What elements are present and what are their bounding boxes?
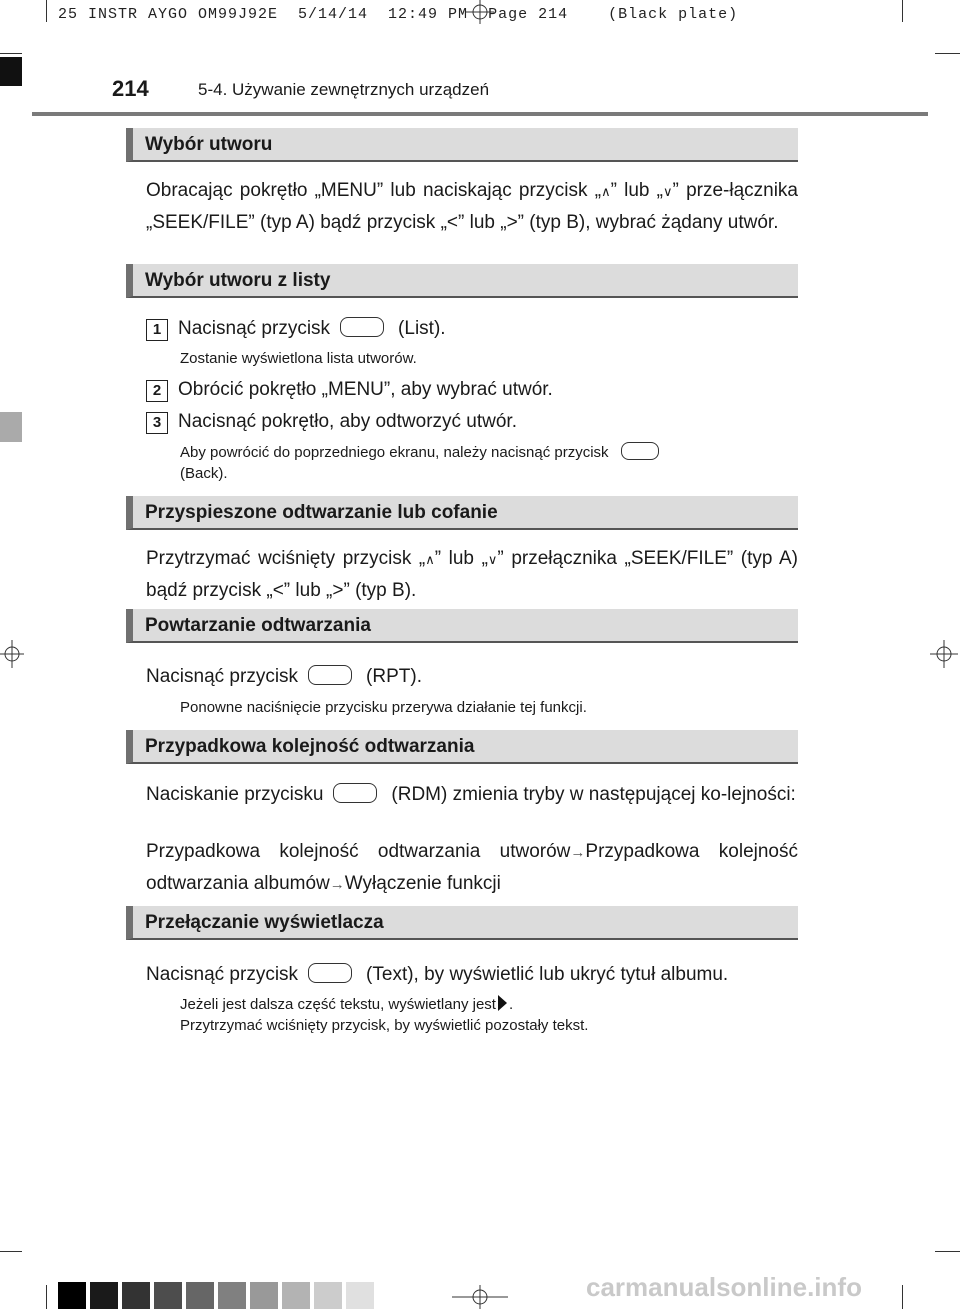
registration-mark-right (930, 640, 958, 668)
crop-mark (935, 53, 960, 54)
chevron-down-icon: ∨ (663, 184, 673, 199)
step-3-text: Nacisnąć pokrętło, aby odtworzyć utwór. (178, 411, 517, 432)
list-button-icon (340, 317, 384, 337)
paragraph-random-sequence: Przypadkowa kolejność odtwarzania utworów→Przypadkowa kolejność odtwarzania albumów→Wyłączenie funkcji (146, 841, 798, 894)
chevron-down-icon: ∨ (487, 552, 498, 567)
step-1-text: Nacisnąć przycisk (List). (178, 318, 446, 339)
header-rule (32, 112, 928, 116)
paragraph-display: Nacisnąć przycisk (Text), by wyświetlić lub ukryć tytuł albumu. (146, 964, 729, 985)
crop-mark (46, 1285, 47, 1309)
arrow-right-icon: → (329, 876, 345, 893)
chapter-title: 5-4. Używanie zewnętrznych urządzeń (198, 80, 490, 99)
crop-mark (0, 53, 22, 54)
paragraph-fast-forward: Przytrzymać wciśnięty przycisk „∧” lub „∨” przełącznika „SEEK/FILE” (typ A) bądź przycisk „<” lub „>” (typ B). (146, 548, 799, 601)
thumb-tab-chapter (0, 412, 22, 442)
rdm-button-icon (333, 783, 377, 803)
rpt-button-icon (308, 665, 352, 685)
section-heading-display: Przełączanie wyświetlacza (126, 906, 798, 940)
watermark: carmanualsonline.info (586, 1272, 862, 1302)
plate-header: 25 INSTR AYGO OM99J92E 5/14/14 12:49 PM Page 214 (Black plate) (58, 6, 739, 23)
section-heading-random: Przypadkowa kolejność odtwarzania (126, 730, 798, 764)
paragraph-random: Naciskanie przycisku (RDM) zmienia tryby w następującej ko-lejności: (146, 784, 796, 805)
display-note: Jeżeli jest dalsza część tekstu, wyświetlany jest . Przytrzymać wciśnięty przycisk, by wyświetlić pozostały tekst. (180, 996, 589, 1034)
paragraph-repeat: Nacisnąć przycisk (RPT). (146, 666, 422, 687)
section-heading-fast-forward: Przyspieszone odtwarzanie lub cofanie (126, 496, 798, 530)
play-triangle-icon (498, 995, 507, 1011)
text-button-icon (308, 963, 352, 983)
arrow-right-icon: → (570, 844, 586, 861)
section-heading-track-select: Wybór utworu (126, 128, 798, 162)
chevron-up-icon: ∧ (425, 552, 435, 567)
step-1-note: Zostanie wyświetlona lista utworów. (180, 350, 417, 367)
crop-mark (935, 1251, 960, 1252)
step-number-3: 3 (146, 412, 168, 434)
back-button-icon (621, 442, 659, 460)
crop-mark (902, 0, 903, 22)
registration-mark-bottom (452, 1285, 508, 1309)
thumb-tab-black (0, 57, 22, 86)
section-heading-repeat: Powtarzanie odtwarzania (126, 609, 798, 643)
crop-mark (0, 1251, 22, 1252)
section-heading-list-select: Wybór utworu z listy (126, 264, 798, 298)
registration-mark-top (466, 0, 494, 24)
step-number-1: 1 (146, 319, 168, 341)
step-3-note: Aby powrócić do poprzedniego ekranu, należy nacisnąć przycisk (Back). (180, 442, 798, 484)
crop-mark (46, 0, 47, 22)
repeat-note: Ponowne naciśnięcie przycisku przerywa działanie tej funkcji. (180, 699, 587, 716)
page-number: 214 (112, 76, 149, 101)
paragraph-track-select: Obracając pokrętło „MENU” lub naciskając przycisk „∧” lub „∨” prze-łącznika „SEEK/FILE” (typ A) bądź przycisk „<” lub „>” (typ B), wybrać żądany utwór. (146, 180, 798, 233)
chevron-up-icon: ∧ (601, 184, 611, 199)
crop-mark (902, 1285, 903, 1309)
registration-mark-left (0, 640, 24, 668)
step-2-text: Obrócić pokrętło „MENU”, aby wybrać utwór. (178, 379, 553, 400)
step-number-2: 2 (146, 380, 168, 402)
